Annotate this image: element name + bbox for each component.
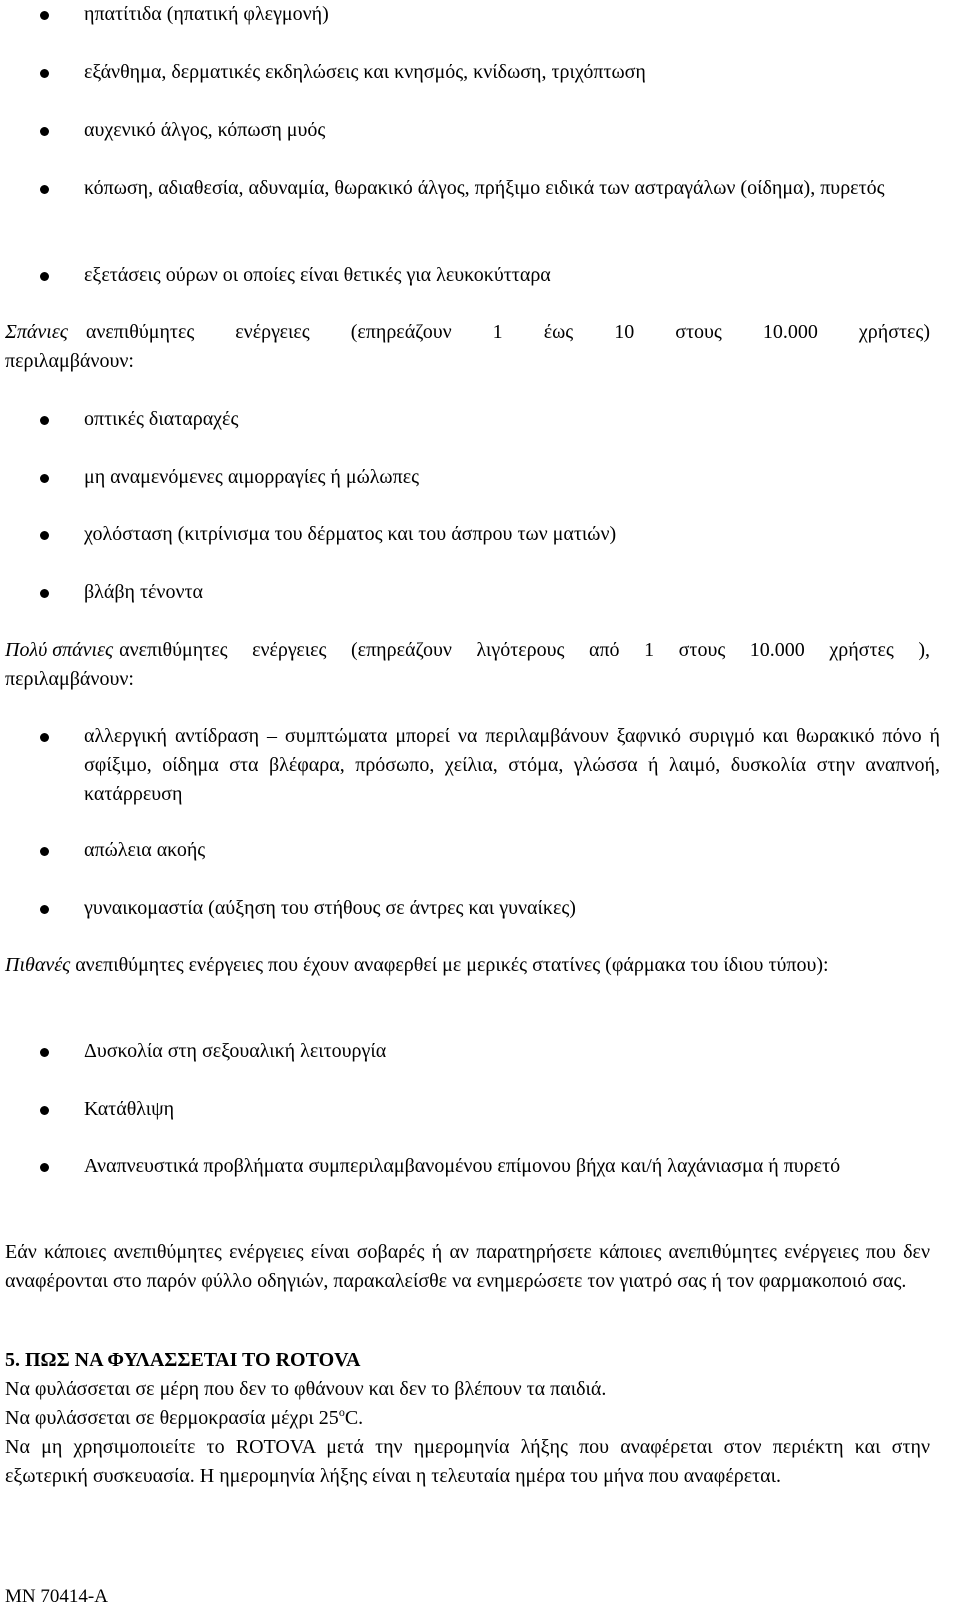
very-rare-intro bbox=[5, 636, 930, 694]
bullet-icon bbox=[40, 272, 49, 281]
list-item-text: βλάβη τένοντα bbox=[84, 581, 204, 603]
list-item-text: γυναικομαστία (αύξηση του στήθους σε άντρες και γυναίκες) bbox=[84, 897, 576, 919]
storage-line-2-unit: C. bbox=[344, 1407, 364, 1429]
storage-line-2-text: Να φυλάσσεται σε θερμοκρασία μέχρι 25 bbox=[5, 1407, 339, 1429]
list-item-text: αλλεργική αντίδραση – συμπτώματα μπορεί να περιλαμβάνουν ξαφνικό συριγμό και θωρακικό πόνο ή σφίξιμο, οίδημα στα βλέφαρα, πρόσωπο, χείλια, στόμα, γλώσσα ή λαιμό, δυσκολία στην αναπνοή, κατάρρευση bbox=[84, 725, 940, 805]
very-rare-intro-line bbox=[5, 636, 930, 665]
possible-intro bbox=[5, 951, 930, 980]
list-item-text: μη αναμενόμενες αιμορραγίες ή μώλωπες bbox=[84, 466, 420, 488]
bullet-icon bbox=[40, 1163, 49, 1172]
rare-intro bbox=[5, 318, 930, 376]
list-item-text: ηπατίτιδα (ηπατική φλεγμονή) bbox=[84, 3, 329, 25]
list-item-text: εξάνθημα, δερματικές εκδηλώσεις και κνησμός, κνίδωση, τριχόπτωση bbox=[84, 61, 646, 83]
possible-intro-text: ανεπιθύμητες ενέργειες που έχουν αναφερθεί με μερικές στατίνες (φάρμακα του ίδιου τύπου): bbox=[75, 954, 829, 976]
rare-intro-text: ανεπιθύμητες ενέργειες (επηρεάζουν 1 έως 10 στους 10.000 χρήστες) bbox=[85, 321, 930, 343]
list-item-text: απώλεια ακοής bbox=[84, 839, 206, 861]
bullet-icon bbox=[40, 733, 49, 742]
bullet-icon bbox=[40, 847, 49, 856]
rare-intro-line bbox=[5, 318, 930, 347]
report-notice: Εάν κάποιες ανεπιθύμητες ενέργειες είναι σοβαρές ή αν παρατηρήσετε κάποιες ανεπιθύμητες ενέργειες που δεν αναφέρονται στο παρόν φύλλο οδηγιών, παρακαλείσθε να ενημερώσετε τον γιατρό σας ή τον φαρμακοποιό σας. bbox=[5, 1241, 930, 1292]
bullet-icon bbox=[40, 69, 49, 78]
degree-sign: ο bbox=[338, 1405, 345, 1419]
section-heading: 5. ΠΩΣ ΝΑ ΦΥΛΑΣΣΕΤΑΙ ΤΟ ROTOVA bbox=[5, 1349, 361, 1371]
list-item-text: οπτικές διαταραχές bbox=[84, 408, 239, 430]
possible-label: Πιθανές bbox=[5, 954, 71, 976]
bullet-icon bbox=[40, 185, 49, 194]
bullet-icon bbox=[40, 416, 49, 425]
bullet-icon bbox=[40, 127, 49, 136]
bullet-icon bbox=[40, 531, 49, 540]
very-rare-label: Πολύ σπάνιες bbox=[5, 639, 114, 661]
list-item-text: Αναπνευστικά προβλήματα συμπεριλαμβανομένου επίμονου βήχα και/ή λαχάνιασμα ή πυρετό bbox=[84, 1155, 841, 1177]
bullet-icon bbox=[40, 11, 49, 20]
storage-line-3: Να μη χρησιμοποιείτε το ROTOVA μετά την ημερομηνία λήξης που αναφέρεται στον περιέκτη και στην εξωτερική συσκευασία. Η ημερομηνία λήξης είναι η τελευταία ημέρα του μήνα που αναφέρεται. bbox=[5, 1436, 930, 1487]
list-item-text: χολόσταση (κιτρίνισμα του δέρματος και του άσπρου των ματιών) bbox=[84, 523, 617, 545]
bullet-icon bbox=[40, 1048, 49, 1057]
rare-intro-line2: περιλαμβάνουν: bbox=[5, 350, 134, 372]
very-rare-intro-text: ανεπιθύμητες ενέργειες (επηρεάζουν λιγότερους από 1 στους 10.000 χρήστες ), bbox=[119, 639, 930, 661]
bullet-icon bbox=[40, 905, 49, 914]
storage-line-1: Να φυλάσσεται σε μέρη που δεν το φθάνουν και δεν το βλέπουν τα παιδιά. bbox=[5, 1378, 607, 1400]
bullet-icon bbox=[40, 1106, 49, 1115]
bullet-icon bbox=[40, 589, 49, 598]
storage-line-2 bbox=[5, 1404, 930, 1433]
list-item-text: εξετάσεις ούρων οι οποίες είναι θετικές για λευκοκύτταρα bbox=[84, 264, 551, 286]
list-item-text: Δυσκολία στη σεξουαλική λειτουργία bbox=[84, 1040, 387, 1062]
document-code: MN 70414-A bbox=[5, 1586, 108, 1607]
rare-label: Σπάνιες bbox=[5, 321, 68, 343]
very-rare-intro-line2: περιλαμβάνουν: bbox=[5, 668, 134, 690]
list-item-text: κόπωση, αδιαθεσία, αδυναμία, θωρακικό άλγος, πρήξιμο ειδικά των αστραγάλων (οίδημα), πυρετός bbox=[84, 177, 885, 199]
list-item-text: Κατάθλιψη bbox=[84, 1098, 175, 1120]
bullet-icon bbox=[40, 474, 49, 483]
list-item-text: αυχενικό άλγος, κόπωση μυός bbox=[84, 119, 326, 141]
